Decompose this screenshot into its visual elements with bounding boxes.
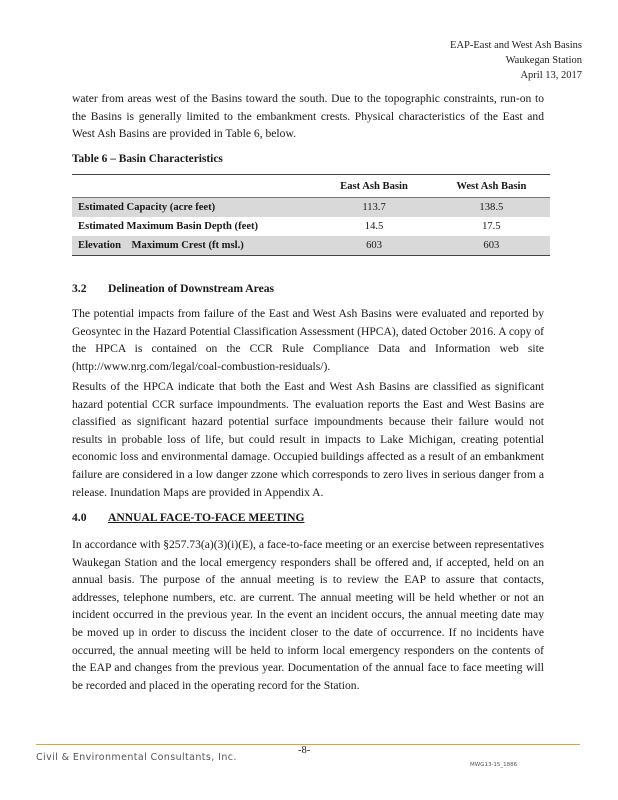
east-value: 113.7 [315,198,432,218]
running-header [450,38,582,83]
table-header-row [72,175,550,198]
section-number: 4.0 [72,511,87,524]
table-header-blank [72,175,315,198]
section-title: Delineation of Downstream Areas [108,282,275,295]
table-row [72,217,550,236]
row-label: Estimated Maximum Basin Depth (feet) [78,221,259,232]
west-value: 17.5 [482,221,501,232]
west-value: 138.5 [433,198,550,218]
row-label: Elevation Maximum Crest (ft msl.) [72,236,315,256]
header-document-title: EAP-East and West Ash Basins [450,40,582,51]
section-4-0-paragraph: In accordance with §257.73(a)(3)(i)(E), a face-to-face meeting or an exercise between representatives Waukegan Station and the local emergency responders shall be offered and, if accepted, held on an annual basis. The purpose of the annual meeting is to review the EAP to assure that contacts, addresses, telephone numbers, etc. are current. The annual meeting will be held whether or not an incident occurred in the previous year. In the event an incident occurs, the annual meeting date may be moved up in order to discuss the incident closer to the date of occurrence. If no incidents have occurred, the annual meeting will be held to inform local emergency responders on the contents of the EAP and changes from the previous year. Documentation of the annual face to face meeting will be recorded and placed in the operating record for the Station. [72,538,544,692]
page-number: -8- [298,745,311,756]
west-value: 603 [433,236,550,256]
east-value: 603 [315,236,432,256]
section-4-0-heading [72,511,304,524]
header-date: April 13, 2017 [520,70,582,81]
row-label: Estimated Capacity (acre feet) [72,198,315,218]
section-number: 3.2 [72,282,87,295]
east-value: 14.5 [364,221,384,232]
intro-paragraph: water from areas west of the Basins toward the south. Due to the topographic constraints, run-on to the Basins is generally limited to the embankment crests. Physical characteristics of the East and West Ash Basins are provided in Table 6, below. [72,92,544,141]
footer-company-name: Civil & Environmental Consultants, Inc. [36,752,237,763]
table-row [72,198,550,218]
section-title: ANNUAL FACE-TO-FACE MEETING [108,511,305,524]
table-title: Table 6 – Basin Characteristics [72,153,223,165]
document-code: MWG13-15_1886 [470,762,518,768]
table-header-east: East Ash Basin [315,175,432,198]
section-3-2-paragraph-2: Results of the HPCA indicate that both the East and West Ash Basins are classified as significant hazard potential CCR surface impoundments. The evaluation reports the East and West Basins are classified as significant hazard potential surface impoundments because their failure would not results in probable loss of life, but could result in impacts to Lake Michigan, creating potential economic loss and environmental damage. Occupied buildings affected as a result of an embankment failure are considered in a low danger zzone which corresponds to zero lives in serious danger from a release. Inundation Maps are provided in Appendix A. [72,380,544,499]
header-station: Waukegan Station [505,55,582,66]
table-row [72,236,550,256]
section-3-2-heading [72,282,274,295]
basin-characteristics-table [72,174,550,256]
section-3-2-paragraph-1: The potential impacts from failure of the East and West Ash Basins were evaluated and reported by Geosyntec in the Hazard Potential Classification Assessment (HPCA), dated October 2016. A copy of the HPCA is contained on the CCR Rule Compliance Data and Information web site (http://www.nrg.com/legal/coal-combustion-residuals/). [72,307,544,373]
table-header-west: West Ash Basin [433,175,550,198]
